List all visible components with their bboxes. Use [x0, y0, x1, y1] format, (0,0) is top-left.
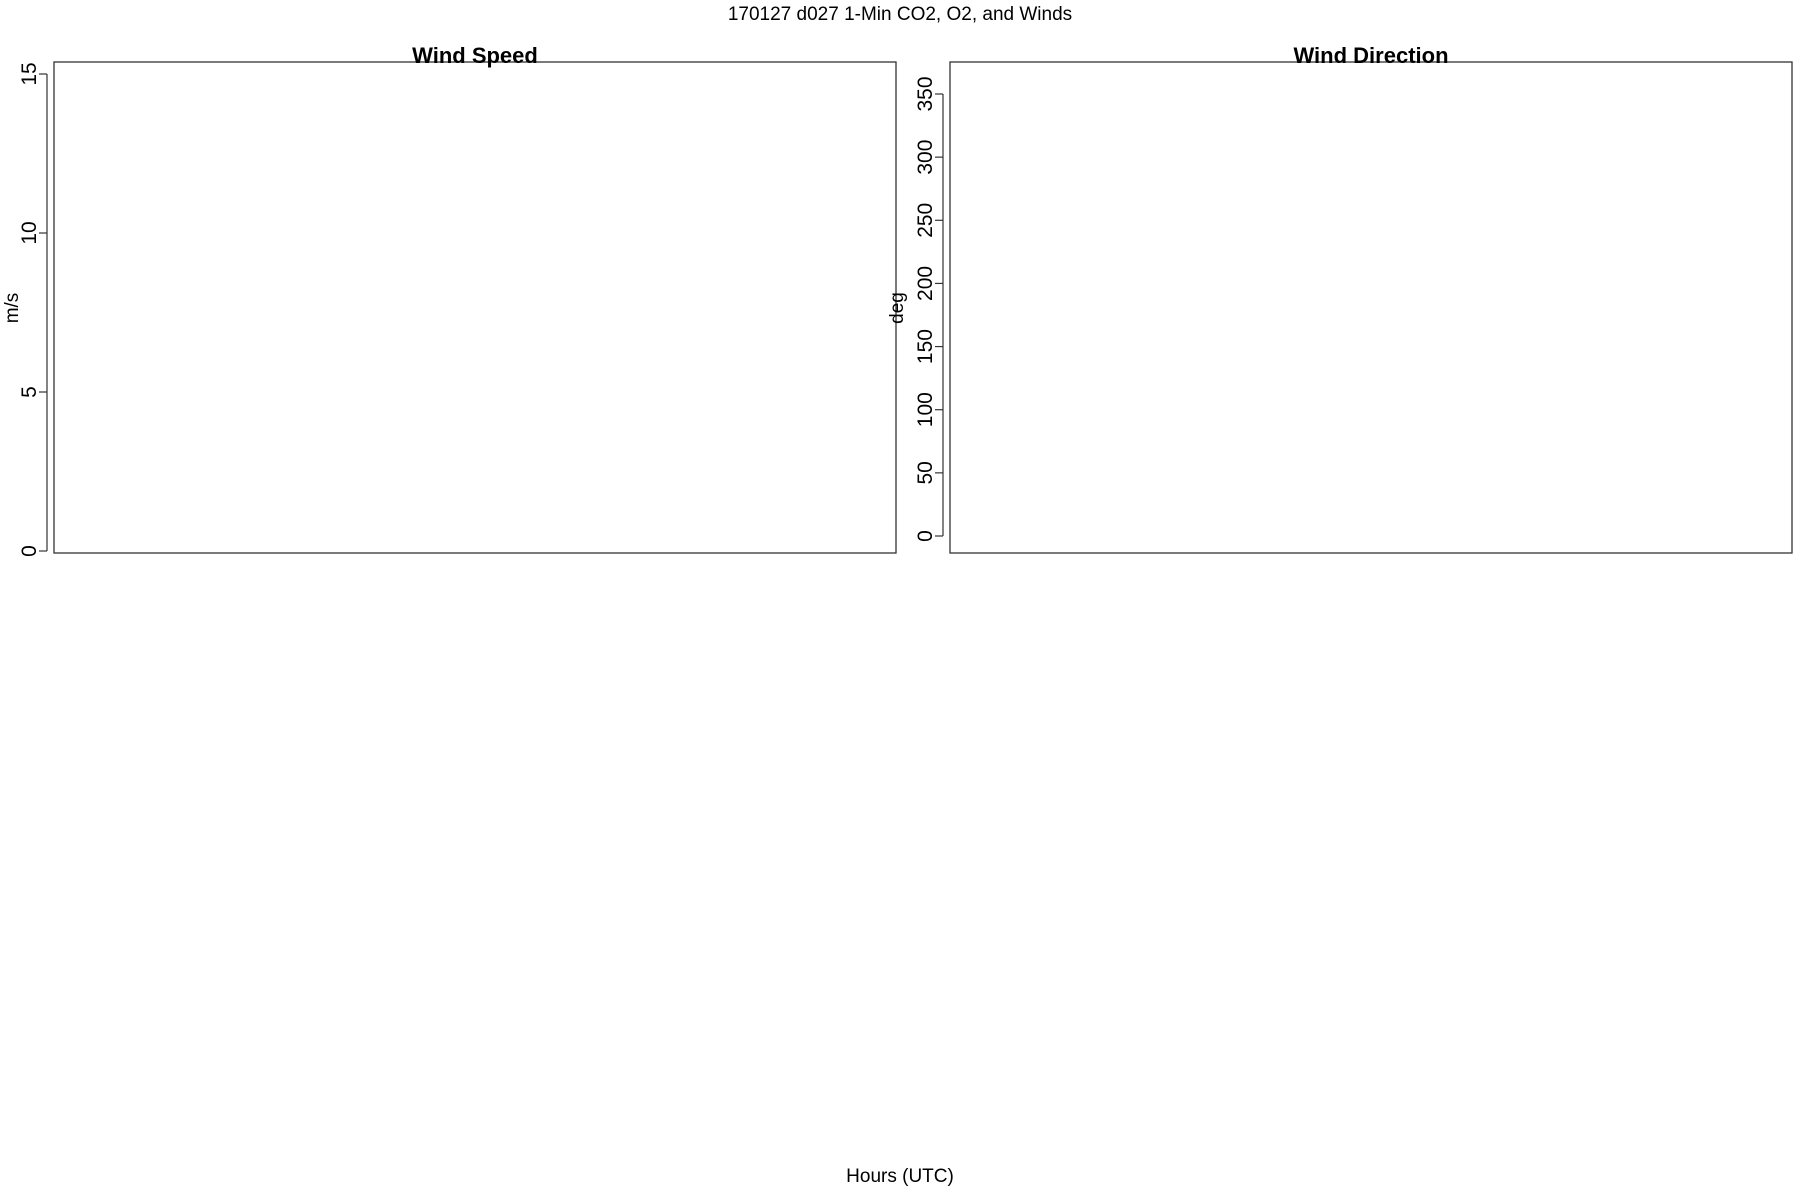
wind-speed-y-tick-label: 15 [18, 62, 41, 86]
page-title: 170127 d027 1-Min CO2, O2, and Winds [727, 4, 1073, 25]
wind-direction-panel [887, 43, 1792, 553]
wind-speed-y-tick-label: 10 [18, 221, 41, 245]
wind-direction-ylabel: deg [887, 292, 908, 324]
wind-direction-y-tick-label: 150 [914, 329, 937, 365]
x-axis-label: Hours (UTC) [846, 1166, 954, 1187]
wind-speed-panel [2, 43, 896, 557]
wind-direction-y-tick-label: 100 [914, 392, 937, 428]
wind-speed-y-tick-label: 0 [18, 545, 41, 557]
wind-direction-y-tick-label: 350 [914, 76, 937, 112]
wind-direction-title: Wind Direction [1293, 43, 1449, 68]
wind-direction-y-tick-label: 50 [914, 461, 937, 485]
wind-direction-y-tick-label: 300 [914, 139, 937, 175]
wind-direction-plot-frame [950, 62, 1792, 553]
wind-speed-title: Wind Speed [412, 43, 538, 68]
wind-direction-y-tick-label: 250 [914, 202, 937, 238]
wind-direction-y-tick-label: 200 [914, 265, 937, 301]
wind-direction-y-tick-label: 0 [914, 530, 937, 542]
wind-direction-y-ticks [914, 76, 943, 541]
wind-speed-y-tick-label: 5 [18, 386, 41, 398]
wind-speed-plot-frame [54, 62, 896, 553]
wind-speed-ylabel: m/s [2, 292, 23, 324]
